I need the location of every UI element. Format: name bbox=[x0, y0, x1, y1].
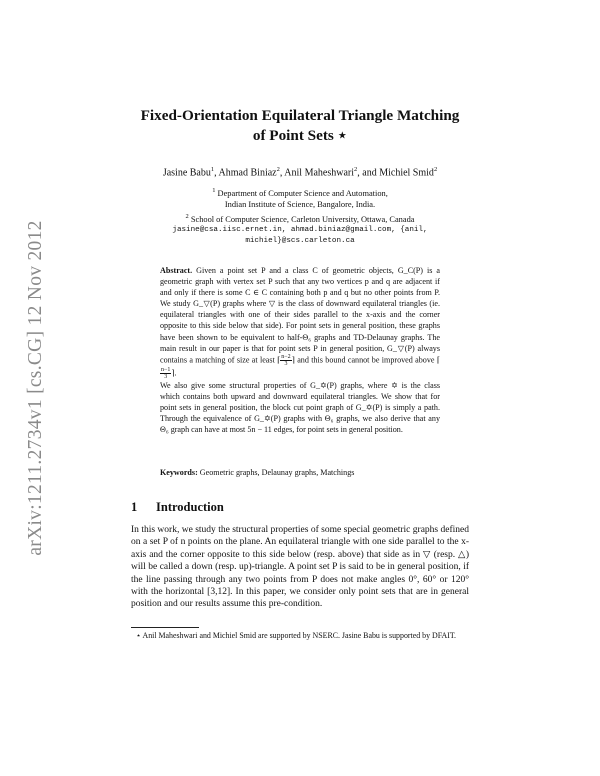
affiliation-2-line: School of Computer Science, Carleton University, Ottawa, Canada bbox=[188, 214, 415, 224]
fraction2-denominator: 3 bbox=[164, 373, 168, 380]
section-number: 1 bbox=[131, 500, 138, 514]
affiliation-1-line-1: Department of Computer Science and Automation, bbox=[215, 188, 388, 198]
title-line-2-text: of Point Sets bbox=[252, 127, 334, 144]
author-list bbox=[100, 166, 500, 178]
title-line-1: Fixed-Orientation Equilateral Triangle Matching bbox=[140, 107, 460, 124]
footnote-mark: ⋆ bbox=[136, 631, 141, 640]
author-babu-affil: 1 bbox=[210, 166, 215, 173]
author-smid-affil: 2 bbox=[433, 166, 438, 173]
section-title: Introduction bbox=[156, 500, 224, 514]
abstract-text-1: Given a point set P and a class C of geometric objects, G_C(P) is a geometric graph with vertex set P such that any two vertices p and q are adjacent if and only if there is some C ∈ C containing both p and q but no other points from P. We study G_▽(P) graphs where ▽ is the class of downward equilateral triangles (ie. equilateral triangles with one of their sides parallel to the x-axis and the corner opposite to this side below that side). For point sets in general position, these graphs have been shown to be equivalent to half-Θ₆ graphs and TD-Delaunay graphs. The main result in our paper is that for point sets P in general position, G_▽(P) always contains a matching of size at least ⌈ bbox=[160, 266, 440, 365]
fraction-denominator: 3 bbox=[284, 360, 288, 367]
affiliation-2-mark: 2 bbox=[185, 212, 189, 220]
author-biniaz: , Ahmad Biniaz bbox=[214, 167, 277, 179]
author-babu: Jasine Babu bbox=[162, 167, 211, 179]
author-biniaz-affil: 2 bbox=[276, 166, 280, 173]
fraction-upper-bound bbox=[160, 367, 171, 380]
affiliation-1-line-2: Indian Institute of Science, Bangalore, India. bbox=[224, 200, 376, 210]
author-maheshwari-affil: 2 bbox=[354, 166, 358, 173]
abstract bbox=[160, 265, 440, 435]
arxiv-identifier[interactable]: arXiv:1211.2734v1 [cs.CG] 12 Nov 2012 bbox=[25, 220, 46, 556]
footnote-rule bbox=[131, 627, 199, 628]
abstract-label: Abstract. bbox=[160, 266, 193, 275]
affiliation-2 bbox=[100, 211, 500, 225]
keywords-text: Geometric graphs, Delaunay graphs, Matchings bbox=[197, 468, 355, 477]
paper-title bbox=[100, 106, 500, 146]
abstract-text-1-tail: ⌉ and this bound cannot be improved above ⌈ bbox=[291, 355, 440, 365]
title-footnote-mark[interactable]: ⋆ bbox=[337, 127, 348, 144]
keywords-label: Keywords: bbox=[160, 468, 198, 477]
affiliation-1 bbox=[100, 185, 500, 199]
abstract-paragraph-2: We also give some structural properties of G_✡(P) graphs, where ✡ is the class which contains both upward and downward equilateral triangles. We show that for point sets in general position, the block cut point graph of G_✡(P) is simply a path. Through the equivalence of G_✡(P) graphs with Θ₆ graphs, we also derive that any Θ₆ graph can have at most 5n − 11 edges, for point sets in general position. bbox=[160, 380, 440, 435]
keywords bbox=[160, 468, 440, 477]
fraction-matching-bound bbox=[280, 354, 291, 367]
affiliation-1-mark: 1 bbox=[212, 187, 216, 194]
author-emails-line-2[interactable]: michiel}@scs.carleton.ca bbox=[245, 237, 355, 246]
title-line-2 bbox=[100, 126, 500, 146]
introduction-paragraph-1: In this work, we study the structural properties of some special geometric graphs defined on a set P of n points on the plane. An equilateral triangle with one side parallel to the x-axis and the corner opposite to this side below (resp. above) that side as in ▽ (resp. △) will be called a down (resp. up)-triangle. A point set P is said to be in general position, if the line passing through any two points from P does not make angles 0°, 60° or 120° with the horizontal [3,12]. In this paper, we consider only point sets that are in general position and our results assume this pre-condition. bbox=[131, 525, 469, 610]
fraction-numerator: n−2 bbox=[281, 353, 291, 360]
introduction-body bbox=[131, 524, 469, 611]
section-heading bbox=[131, 500, 224, 515]
author-smid: , and Michiel Smid bbox=[357, 167, 434, 179]
abstract-text-1-end: ⌉. bbox=[171, 368, 177, 378]
author-maheshwari: , Anil Maheshwari bbox=[279, 167, 355, 179]
footnote bbox=[131, 630, 469, 641]
fraction2-numerator: n−1 bbox=[161, 366, 171, 373]
footnote-paragraph bbox=[131, 630, 469, 641]
abstract-paragraph-1 bbox=[160, 265, 440, 380]
footnote-text: Anil Maheshwari and Michiel Smid are supported by NSERC. Jasine Babu is supported by DFAIT. bbox=[140, 631, 457, 640]
affiliations bbox=[100, 185, 500, 248]
author-emails-line-1[interactable]: jasine@csa.iisc.ernet.in, ahmad.biniaz@gmail.com, {anil, bbox=[172, 225, 428, 234]
